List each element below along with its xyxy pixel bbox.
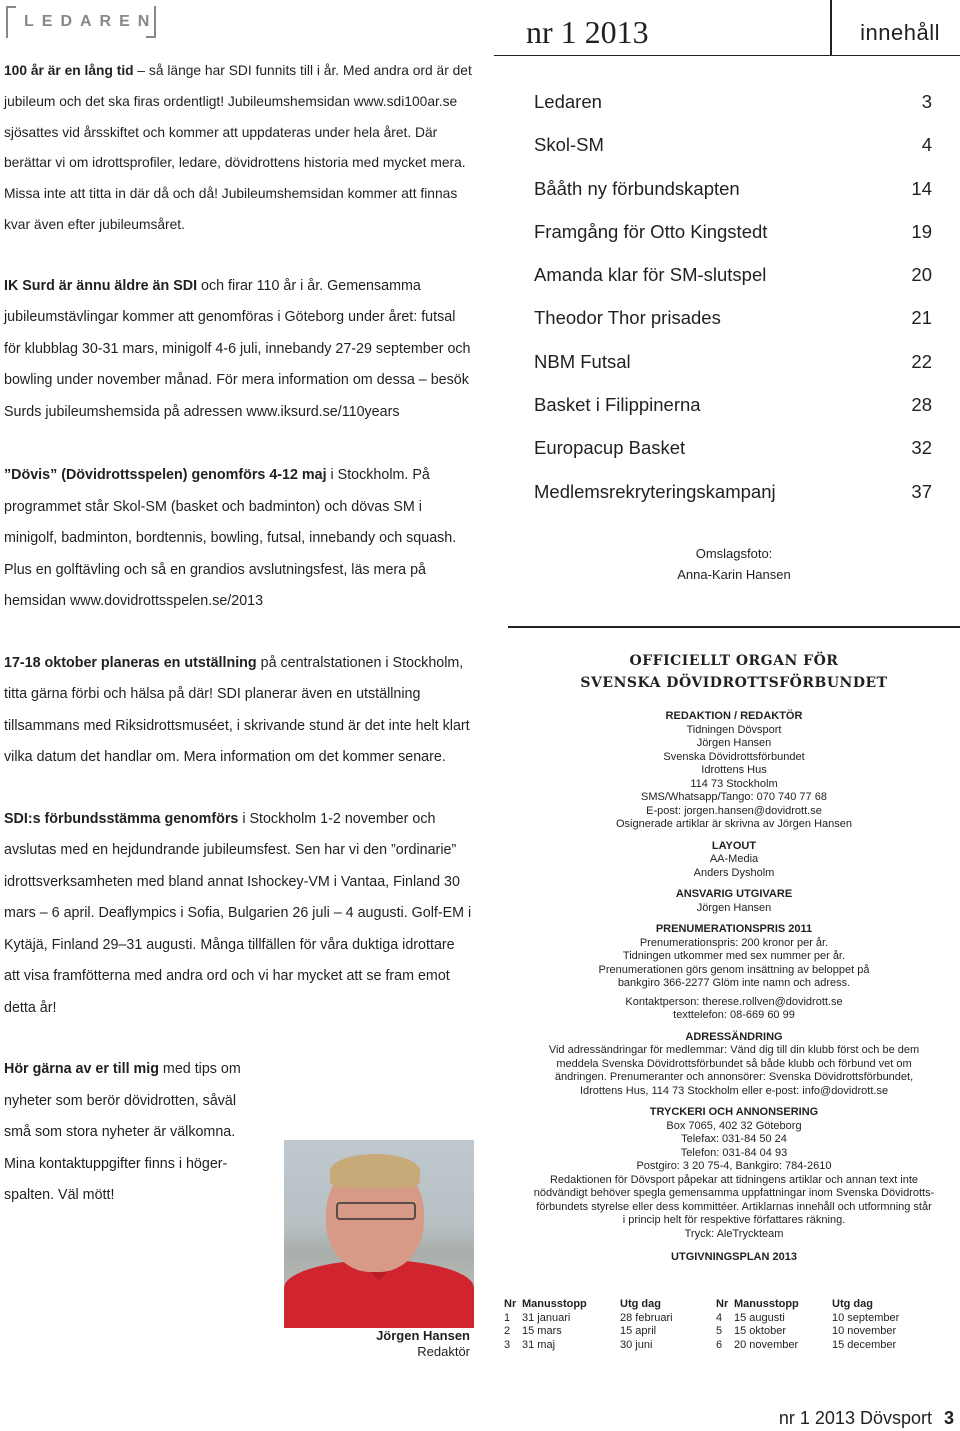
masthead-line: Prenumerationen görs genom insättning av beloppet på	[598, 963, 870, 976]
schedule-table-left	[504, 1298, 716, 1352]
masthead-line: Kontaktperson: therese.rollven@dovidrott.se	[625, 995, 843, 1008]
toc-page: 28	[911, 394, 932, 416]
portrait-photo	[284, 1140, 474, 1328]
divider	[508, 626, 960, 628]
paragraph-jubileum	[4, 56, 474, 241]
schedule-cell: 31 maj	[522, 1338, 556, 1351]
masthead-line: Jörgen Hansen	[696, 737, 772, 749]
masthead-line: SMS/Whatsapp/Tango: 070 740 77 68	[641, 791, 827, 803]
masthead-line: nödvändigt behöver spegla gemensamma uppfattningar inom Svenska Dövidrotts-	[533, 1187, 935, 1199]
masthead-line: Tidningen utkommer med sex nummer per år.	[622, 950, 846, 962]
caption-name: Jörgen Hansen	[376, 1328, 470, 1343]
masthead-line: Telefax: 031-84 50 24	[681, 1133, 787, 1145]
toc-entry[interactable]	[534, 253, 932, 296]
lead-in: SDI:s förbundsstämma genomförs	[4, 810, 239, 827]
toc-title: Europacup Basket	[534, 437, 686, 459]
toc-page: 20	[911, 264, 932, 286]
portrait-caption	[280, 1328, 470, 1360]
toc-page: 22	[911, 350, 932, 372]
schedule-cell: 4	[716, 1311, 723, 1324]
masthead-line: E-post: jorgen.hansen@dovidrott.se	[646, 804, 822, 817]
masthead-line: 114 73 Stockholm	[690, 777, 778, 790]
masthead-line: Redaktionen för Dövsport påpekar att tidningens artiklar och annan text inte	[549, 1173, 919, 1186]
masthead-line: bankgiro 366-2277 Glöm inte namn och adress.	[617, 977, 851, 989]
masthead-line: ändringen. Prenumeranter och annonsörer: Svenska Dövidrottsförbundet,	[554, 1071, 914, 1083]
masthead-heading: UTGIVNINGSPLAN 2013	[671, 1251, 797, 1263]
masthead-line: Telefon: 031-84 04 93	[680, 1146, 788, 1159]
masthead-line: Osignerade artiklar är skrivna av Jörgen Hansen	[615, 818, 852, 830]
paragraph-dovis	[4, 460, 474, 618]
toc-title: Skol-SM	[534, 134, 604, 156]
cover-label: Omslagsfoto:	[695, 546, 773, 561]
masthead-line: Tidningen Dövsport	[686, 723, 782, 736]
masthead-line: Box 7065, 402 32 Göteborg	[666, 1119, 802, 1132]
org-title-line2: SVENSKA DÖVIDROTTSFÖRBUNDET	[580, 675, 888, 691]
schedule-cell: 15 april	[620, 1325, 657, 1337]
schedule-cell: 15 oktober	[734, 1325, 786, 1337]
toc-entry[interactable]	[534, 470, 932, 513]
schedule-header: Manusstopp	[734, 1298, 799, 1310]
masthead-line: förbundets styrelse eller dess kommittéer. Artiklarnas innehåll och utformning står	[536, 1200, 932, 1213]
table-of-contents	[534, 80, 932, 513]
toc-entry[interactable]	[534, 80, 932, 123]
paragraph-text: med tips om nyheter som berör dövidrotten, såväl små som stora nyheter är välkomna. Mina kontaktuppgifter finns i höger-spalten. Väl mött!	[4, 1061, 241, 1204]
lead-in: ”Dövis” (Dövidrottsspelen) genomförs 4-12 maj	[4, 467, 327, 484]
masthead-line: Tryck: AleTryckteam	[684, 1227, 784, 1240]
schedule-cell: 3	[504, 1338, 511, 1351]
contents-heading: innehåll	[860, 20, 940, 45]
masthead-line: texttelefon: 08-669 60 99	[673, 1009, 795, 1021]
schedule-cell: 15 augusti	[734, 1311, 785, 1324]
paragraph-utstallning	[4, 648, 474, 774]
masthead-heading: LAYOUT	[711, 839, 757, 852]
masthead-line: Jörgen Hansen	[696, 901, 772, 914]
schedule-cell: 20 november	[734, 1338, 799, 1351]
masthead-line: Vid adressändringar för medlemmar: Vänd dig till din klubb först och be dem	[548, 1044, 920, 1056]
schedule-cell: 10 september	[832, 1311, 900, 1324]
toc-entry[interactable]	[534, 210, 932, 253]
toc-page: 37	[911, 480, 932, 502]
lead-in: IK Surd är ännu äldre än SDI	[4, 277, 198, 294]
editorial-column	[4, 56, 474, 1212]
schedule-header: Nr	[504, 1298, 517, 1310]
lead-in: 17-18 oktober planeras en utställning	[4, 654, 257, 671]
paragraph-text: och firar 110 år i år. Gemensamma jubileumstävlingar kommer att genomföras i Göteborg under året: futsal för klubblag 30-31 mars, minigolf 4-6 juli, innebandy 27-29 september och bowling under november månad. För mera information om dessa – besök Surds jubileumshemsida på adressen www.iksurd.se/110years	[4, 277, 471, 420]
caption-role: Redaktör	[417, 1344, 470, 1359]
masthead-line: Prenumerationspris: 200 kronor per år.	[639, 936, 829, 949]
lead-in: 100 år är en lång tid	[4, 63, 134, 78]
schedule-header: Utg dag	[620, 1298, 661, 1310]
section-label	[6, 6, 156, 38]
toc-entry[interactable]	[534, 123, 932, 166]
header-divider	[830, 0, 832, 56]
footer-issue: nr 1 2013 Dövsport	[778, 1408, 932, 1428]
toc-page: 21	[911, 307, 932, 329]
paragraph-surd	[4, 271, 474, 429]
masthead-heading: REDAKTION / REDAKTÖR	[665, 710, 803, 722]
toc-page: 32	[911, 437, 932, 459]
paragraph-text: i Stockholm. På programmet står Skol-SM (basket och badminton) och dövas SM i minigolf, badminton, bordtennis, bowling, futsal, innebandy och squash. Plus en golftävling och så en grandios avslutningsfest, läs mera på hemsidan www.dovidrottsspelen.se/2013	[4, 467, 457, 610]
schedule-cell: 28 februari	[620, 1311, 673, 1324]
paragraph-text: i Stockholm 1-2 november och avslutas med en hejdundrande jubileumsfest. Sen har vi den ”ordinarie” idrottsverksamheten med bland annat Ishockey-VM i Vantaa, Finland 30 mars – 6 april. Deaflympics i Sofia, Bulgarien 26 juli – 4 augusti. Golf-EM i Kytäjä, Finland 29–31 augusti. Många tillfällen för våra duktiga idrottare att visa framfötterna med andra ord och vi har mycket att se fram emot detta år!	[4, 810, 472, 1016]
toc-title: Basket i Filippinerna	[534, 394, 701, 416]
schedule-header: Nr	[716, 1298, 729, 1310]
toc-page: 19	[911, 220, 932, 242]
masthead-line: Svenska Dövidrottsförbundet	[663, 750, 805, 763]
toc-page: 3	[921, 91, 932, 112]
toc-page: 4	[921, 134, 932, 156]
schedule-cell: 30 juni	[620, 1338, 653, 1351]
schedule-cell: 15 mars	[522, 1325, 562, 1337]
masthead-heading: TRYCKERI OCH ANNONSERING	[649, 1106, 819, 1118]
schedule-header: Manusstopp	[522, 1298, 587, 1310]
toc-title: Bååth ny förbundskapten	[534, 177, 740, 199]
schedule-table-right	[716, 1298, 928, 1352]
editor-portrait	[284, 1140, 474, 1340]
paragraph-text: på centralstationen i Stockholm, titta gärna förbi och hälsa på där! SDI planerar även en utställning tillsammans med Riksidrottsmuséet, i skrivande stund är det inte helt klart vilka datum det handlar om. Mera information om det kommer senare.	[4, 654, 470, 766]
toc-title: NBM Futsal	[534, 350, 631, 372]
lead-in: Hör gärna av er till mig	[4, 1061, 159, 1078]
issue-number: nr 1 2013	[526, 14, 649, 50]
bracket-left	[6, 6, 16, 38]
masthead-line: Idrottens Hus	[701, 764, 767, 776]
schedule-cell: 1	[504, 1311, 511, 1324]
paragraph-stamma	[4, 804, 474, 1025]
schedule-cell: 10 november	[832, 1325, 897, 1337]
masthead-line: meddela Svenska Dövidrottsförbundet så både klubb och förbund vet om	[556, 1057, 912, 1070]
masthead-heading: PRENUMERATIONSPRIS 2011	[655, 923, 813, 935]
schedule-cell: 5	[716, 1325, 723, 1337]
masthead-line: Idrottens Hus, 114 73 Stockholm eller e-post: info@dovidrott.se	[579, 1084, 889, 1097]
masthead-heading: ADRESSÄNDRING	[685, 1030, 783, 1043]
masthead	[508, 650, 960, 1265]
toc-entry[interactable]	[534, 426, 932, 469]
page-footer	[779, 1408, 954, 1429]
toc-entry[interactable]	[534, 296, 932, 339]
masthead-line: Postgiro: 3 20 75-4, Bankgiro: 784-2610	[636, 1160, 832, 1172]
schedule-cell: 31 januari	[522, 1311, 571, 1324]
masthead-line: AA-Media	[709, 853, 759, 865]
schedule-cell: 15 december	[832, 1338, 897, 1351]
paragraph-kontakt	[4, 1054, 266, 1212]
toc-title: Theodor Thor prisades	[534, 307, 721, 329]
toc-title: Medlemsrekryteringskampanj	[534, 480, 776, 502]
toc-page: 14	[911, 177, 932, 199]
org-title-line1: OFFICIELLT ORGAN FÖR	[629, 653, 839, 669]
schedule-cell: 2	[504, 1325, 511, 1337]
section-title: LEDAREN	[24, 13, 158, 30]
masthead-heading: ANSVARIG UTGIVARE	[675, 888, 793, 900]
masthead-line: Anders Dysholm	[693, 866, 775, 879]
paragraph-text: – så länge har SDI funnits till i år. Med andra ord är det jubileum och det ska firas ordentligt! Jubileumshemsidan www.sdi100ar.se sjösattes vid årsskiftet och kommer att uppdateras under hela året. Där berättar vi om idrottsprofiler, ledare, dövidrottens historia med mycket mera. Missa inte att titta in där då och då! Jubileumshemsidan kommer att finnas kvar även efter jubileumsåret.	[4, 63, 472, 232]
publication-schedule	[504, 1298, 944, 1352]
toc-title: Amanda klar för SM-slutspel	[534, 264, 767, 286]
issue-header	[494, 0, 960, 56]
schedule-cell: 6	[716, 1338, 723, 1351]
toc-entry[interactable]	[534, 340, 932, 383]
cover-credit	[654, 543, 814, 585]
page-number: 3	[943, 1408, 954, 1428]
toc-entry[interactable]	[534, 383, 932, 426]
toc-title: Ledaren	[534, 91, 602, 112]
toc-title: Framgång för Otto Kingstedt	[534, 220, 768, 242]
cover-name: Anna-Karin Hansen	[677, 567, 791, 582]
toc-entry[interactable]	[534, 167, 932, 210]
masthead-line: i princip helt för respektive författares räkning.	[622, 1214, 846, 1226]
schedule-header: Utg dag	[832, 1298, 873, 1310]
